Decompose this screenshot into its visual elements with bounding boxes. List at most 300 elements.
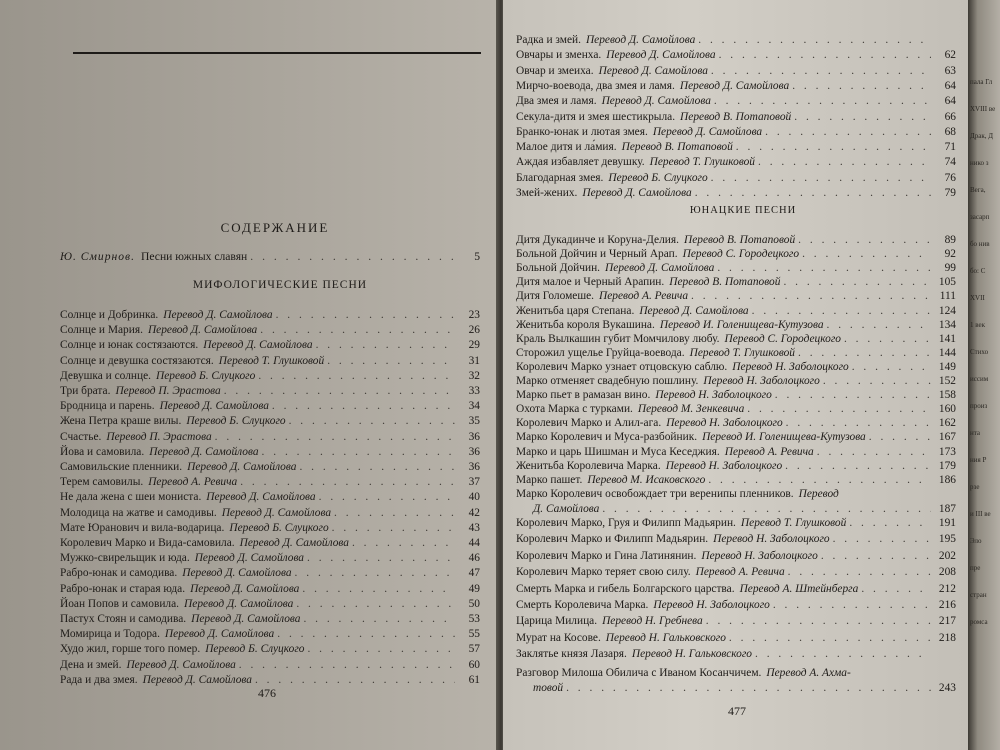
- entry-title: Йова и самовила.: [60, 445, 145, 458]
- dot-leader: [747, 402, 931, 416]
- toc-entry: [60, 521, 480, 535]
- toc-entry: [60, 338, 480, 352]
- toc-entry: [516, 275, 956, 289]
- entry-title: Йоан Попов и самовила.: [60, 597, 180, 610]
- wrap-entry-line1: [516, 487, 956, 501]
- entry-translator: Перевод Н. Заболоцкого: [732, 360, 849, 373]
- entry-translator: Перевод Д. Самойлова: [601, 95, 711, 108]
- toc-entry: [516, 445, 956, 459]
- edge-text-fragment: нта: [970, 429, 980, 437]
- toc-entry: [516, 233, 956, 247]
- entry-page: 186: [938, 473, 956, 486]
- entry-title: Овчары и зменха.: [516, 49, 602, 62]
- toc-entry: [60, 460, 480, 474]
- entry-translator: Перевод Д. Самойлова: [598, 64, 708, 77]
- toc-entry: [60, 673, 480, 687]
- dot-leader: [255, 673, 455, 687]
- dot-leader: [327, 354, 455, 368]
- dot-leader: [695, 186, 931, 200]
- entry-translator: Перевод Д. Самойлова: [190, 582, 300, 595]
- entry-page: 64: [944, 95, 956, 108]
- toc-entry: [516, 155, 956, 169]
- toc-entry: [516, 140, 956, 154]
- toc-entry: [60, 566, 480, 580]
- edge-text-fragment: Вега,: [970, 186, 986, 194]
- dot-leader: [296, 597, 455, 611]
- entry-title: Марко отменяет свадебную пошлину.: [516, 375, 699, 387]
- entry-translator: Перевод Б. Слуцкого: [229, 521, 329, 534]
- entry-title: Три брата.: [60, 385, 111, 397]
- entry-title: Момирица и Тодора.: [60, 628, 160, 641]
- dot-leader: [752, 304, 931, 318]
- dot-leader: [706, 614, 931, 628]
- entry-translator: Перевод Б. Слуцкого: [186, 415, 286, 428]
- entry-page: 34: [468, 400, 480, 413]
- entry-title: Солнце и Добринка.: [60, 309, 159, 321]
- dot-leader: [827, 318, 931, 332]
- toc-entry: [516, 186, 956, 200]
- dot-leader: [788, 565, 931, 579]
- dot-leader: [844, 332, 931, 346]
- intro-title: Песни южных славян: [140, 250, 248, 263]
- dot-leader: [869, 430, 931, 444]
- entry-translator: Перевод С. Городецкого: [682, 248, 800, 261]
- toc-entry: [516, 171, 956, 185]
- dot-leader: [307, 642, 455, 656]
- toc-entry: [60, 627, 480, 641]
- wrap-entry-line2: [533, 502, 956, 516]
- entry-translator: Перевод Н. Заболоцкого: [655, 389, 772, 402]
- entry-page: 111: [939, 290, 956, 303]
- entry-title: Марко пьет в рамазан вино.: [516, 389, 651, 402]
- entry-page: 76: [944, 171, 956, 184]
- entry-translator: Перевод Б. Слуцкого: [205, 643, 305, 656]
- dot-leader: [262, 445, 455, 459]
- entry-title: Солнце и девушка состязаются.: [60, 354, 214, 367]
- dot-leader: [817, 445, 931, 459]
- dot-leader: [711, 171, 931, 185]
- dot-leader: [798, 346, 931, 360]
- entry-translator: Перевод Д. Самойлова: [639, 304, 749, 317]
- entry-translator: Перевод Д. Самойлова: [182, 567, 292, 580]
- entry-page: 36: [468, 430, 480, 443]
- edge-text-fragment: и III ве: [970, 510, 991, 518]
- toc-entry: [516, 549, 956, 563]
- entry-page: 36: [468, 461, 480, 473]
- top-rule: [73, 52, 481, 54]
- entry-page: 32: [468, 369, 480, 382]
- entry-title: Женитьба Королевича Марка.: [516, 459, 661, 472]
- entry-translator: Перевод Д. Самойлова: [187, 461, 297, 473]
- last-entry-translator-1: Перевод А. Ахма-: [766, 667, 851, 679]
- toc-entry: [516, 565, 956, 579]
- entry-page: 141: [938, 332, 956, 345]
- dot-leader: [758, 155, 931, 169]
- entry-page: 218: [938, 631, 956, 644]
- entry-title: Женитьба царя Степана.: [516, 304, 635, 317]
- entry-title: Змей-жених.: [516, 187, 578, 199]
- dot-leader: [302, 582, 455, 596]
- entry-translator: Перевод Т. Глушковой: [218, 354, 325, 367]
- entry-title: Благодарная змея.: [516, 171, 604, 184]
- entry-translator: Перевод А. Ревича: [695, 566, 785, 579]
- entry-title: Больной Дойчин и Черный Арап.: [516, 248, 678, 261]
- dot-leader: [798, 233, 931, 247]
- edge-text-fragment: пала Гл: [970, 78, 993, 86]
- edge-text-fragment: Стихо: [970, 348, 989, 356]
- entry-translator: Перевод Д. Самойлова: [585, 34, 696, 46]
- entry-page: 61: [468, 673, 480, 686]
- entry-translator: Перевод Д. Самойлова: [194, 552, 305, 565]
- toc-entry: [60, 490, 480, 504]
- entry-page: 60: [468, 658, 480, 671]
- entry-translator: Перевод Д. Самойлова: [191, 613, 301, 625]
- toc-entry: [516, 64, 956, 78]
- entry-translator: Перевод Н. Заболоцкого: [653, 599, 770, 611]
- entry-page: 37: [468, 476, 480, 489]
- toc-entry: [60, 399, 480, 413]
- toc-entry: [60, 475, 480, 489]
- toc-entry: [516, 346, 956, 360]
- dot-leader: [691, 289, 931, 303]
- entry-title: Дитя Дукадинче и Коруна-Делия.: [516, 234, 679, 246]
- entry-translator: Перевод Н. Заболоцкого: [713, 533, 830, 546]
- entry-page: 26: [468, 324, 480, 337]
- entry-translator: Перевод Д. Самойлова: [221, 506, 332, 519]
- dot-leader: [802, 247, 931, 261]
- toc-entry: [516, 582, 956, 596]
- entry-translator: Перевод Н. Гальковского: [605, 631, 726, 644]
- entry-translator: Перевод Д. Самойлова: [606, 49, 716, 62]
- entry-page: 66: [944, 110, 956, 123]
- entry-translator: Перевод И. Голенищева-Кутузова: [702, 431, 866, 444]
- dot-leader: [334, 506, 455, 520]
- entry-title: Молодица на жатве и самодивы.: [60, 506, 217, 519]
- entry-title: Жена Петра краше вилы.: [60, 415, 182, 428]
- entry-page: 62: [944, 49, 956, 62]
- entry-title: Рада и два змея.: [60, 673, 138, 686]
- right-page: [503, 0, 968, 750]
- entry-translator: Перевод Д. Самойлова: [605, 262, 715, 275]
- toc-entry: [60, 597, 480, 611]
- entry-translator: Перевод П. Эрастова: [115, 385, 221, 397]
- entry-page: 23: [468, 309, 480, 321]
- edge-text-fragment: ромса: [970, 618, 988, 626]
- dot-leader: [698, 33, 931, 47]
- toc-entry: [516, 289, 956, 303]
- entry-page: 29: [468, 339, 480, 352]
- entry-title: Бранко-юнак и лютая змея.: [516, 125, 648, 138]
- entry-title: Мирчо-воевода, два змея и ламя.: [516, 79, 675, 92]
- entry-translator: Перевод Д. Самойлова: [126, 658, 236, 671]
- entry-page: 167: [938, 431, 956, 444]
- entry-page: 68: [944, 125, 956, 138]
- dot-leader: [319, 490, 455, 504]
- entry-page: 208: [938, 566, 956, 579]
- dot-leader: [786, 416, 931, 430]
- dot-leader: [792, 79, 931, 93]
- entry-translator: Перевод Д. Самойлова: [582, 187, 692, 199]
- edge-text-fragment: стран: [970, 591, 987, 599]
- last-entry-title: Разговор Милоша Обилича с Иваном Косанчичем.: [516, 667, 762, 679]
- entry-title: Овчар и змеиха.: [516, 64, 594, 77]
- toc-entry: [516, 631, 956, 645]
- toc-entry: [516, 304, 956, 318]
- entry-page: 158: [938, 389, 956, 402]
- entry-title: Смерть Марка и гибель Болгарского царства.: [516, 582, 735, 595]
- toc-entry: [516, 110, 956, 124]
- wrap-entry-translator-2: Д. Самойлова: [533, 503, 600, 515]
- page-number-left: 476: [258, 686, 276, 700]
- entry-title: Девушка и солнце.: [60, 369, 152, 382]
- toc-entry: [516, 598, 956, 612]
- dot-leader: [332, 521, 455, 535]
- entry-title: Заклятье князя Лазаря.: [516, 648, 627, 661]
- entry-translator: Перевод Д. Самойлова: [184, 597, 294, 610]
- entry-title: Рабро-юнак и самодива.: [60, 567, 178, 580]
- entry-page: 49: [468, 582, 480, 595]
- entry-page: 44: [468, 537, 480, 549]
- toc-entry: [60, 642, 480, 656]
- entry-title: Малое дитя и ла́мия.: [516, 141, 617, 154]
- entry-translator: Перевод Б. Слуцкого: [608, 171, 708, 184]
- edge-text-fragment: XVIII ве: [970, 105, 996, 113]
- toc-entry: [516, 261, 956, 275]
- entry-translator: Перевод Д. Самойлова: [149, 445, 259, 458]
- toc-entry: [60, 430, 480, 444]
- entry-title: Королевич Марко теряет свою силу.: [516, 566, 691, 579]
- toc-entry: [516, 247, 956, 261]
- entry-page: 134: [938, 318, 956, 331]
- toc-entry: [516, 416, 956, 430]
- section-title-heroic: ЮНАЦКИЕ ПЕСНИ: [689, 205, 797, 216]
- entry-page: 50: [468, 597, 480, 610]
- edge-text-fragment: нико з: [970, 159, 989, 167]
- entry-translator: Перевод Д. Самойлова: [163, 309, 273, 321]
- toc-entry: [516, 473, 956, 487]
- dot-leader: [277, 627, 455, 641]
- edge-text-fragment: 1 век: [970, 321, 986, 329]
- toc-entry: [516, 318, 956, 332]
- dot-leader: [272, 399, 455, 413]
- entry-page: 89: [944, 234, 956, 246]
- entry-page: 216: [938, 599, 956, 611]
- toc-entry: [60, 536, 480, 550]
- dot-leader: [258, 369, 455, 383]
- last-entry-page: 243: [938, 682, 956, 694]
- entry-translator: Перевод Т. Глушковой: [740, 517, 847, 529]
- entry-translator: Перевод Д. Самойлова: [652, 125, 763, 138]
- dot-leader: [785, 459, 931, 473]
- entry-page: 46: [468, 552, 480, 565]
- entry-title: Секула-дитя и змея шестикрыла.: [516, 110, 676, 123]
- entry-title: Краль Вылкашин губит Момчилову любу.: [516, 332, 720, 345]
- dot-leader: [775, 388, 931, 402]
- entry-translator: Перевод В. Потаповой: [621, 141, 733, 154]
- entry-title: Королевич Марко и Вида-самовила.: [60, 537, 235, 549]
- edge-text-fragment: XVII: [970, 294, 985, 302]
- entry-translator: Перевод Н. Заболоцкого: [666, 417, 783, 430]
- entry-page: 43: [468, 521, 480, 534]
- dot-leader: [307, 551, 455, 565]
- entry-translator: Перевод В. Потаповой: [680, 110, 792, 123]
- entry-title: Королевич Марко узнает отцовскую саблю.: [516, 360, 728, 373]
- entry-translator: Перевод Т. Глушковой: [689, 346, 796, 359]
- dot-leader: [823, 374, 931, 388]
- toc-entry: [516, 388, 956, 402]
- entry-title: Охота Марка с турками.: [516, 403, 633, 416]
- dot-leader: [849, 516, 931, 530]
- entry-title: Королевич Марко и Гина Латинянин.: [516, 549, 697, 562]
- entry-translator: Перевод Н. Заболоцкого: [703, 375, 820, 387]
- toc-entry: [516, 532, 956, 546]
- entry-page: 35: [468, 415, 480, 428]
- entry-page: 74: [944, 156, 956, 169]
- toc-entry: [60, 323, 480, 337]
- entry-title: Бродница и парень.: [60, 400, 155, 413]
- last-entry-line1: [516, 666, 956, 680]
- entry-translator: Перевод Т. Глушковой: [649, 156, 756, 169]
- entry-page: 124: [938, 304, 956, 317]
- entry-translator: Перевод П. Эрастова: [106, 430, 212, 443]
- wrap-entry-translator-1: Перевод: [798, 488, 839, 500]
- entry-title: Марко Королевич и Муса-разбойник.: [516, 431, 698, 444]
- toc-entry: [516, 125, 956, 139]
- dot-leader: [719, 48, 931, 62]
- entry-title: Солнце и Мария.: [60, 324, 143, 337]
- entry-page: 42: [468, 506, 480, 519]
- dot-leader: [714, 94, 931, 108]
- toc-entry: [60, 384, 480, 398]
- dot-leader: [773, 598, 931, 612]
- dot-leader: [289, 414, 455, 428]
- toc-entry: [60, 308, 480, 322]
- dot-leader: [276, 308, 455, 322]
- entry-page: 63: [944, 64, 956, 77]
- entry-translator: Перевод Д. Самойлова: [206, 491, 316, 504]
- wrap-entry-page: 187: [938, 503, 956, 515]
- entry-title: Худо жил, горше того помер.: [60, 643, 201, 656]
- edge-text-fragment: ния Р: [970, 456, 987, 464]
- wrap-entry-title: Марко Королевич освобождает три веренипы пленников.: [516, 488, 794, 500]
- toc-entry: [60, 582, 480, 596]
- dot-leader: [224, 384, 455, 398]
- entry-page: 36: [468, 445, 480, 458]
- toc-entry: [60, 369, 480, 383]
- entry-translator: Перевод В. Потаповой: [683, 234, 796, 246]
- entry-page: 92: [944, 248, 956, 261]
- entry-title: Рабро-юнак и старая юда.: [60, 582, 186, 595]
- entry-title: Королевич Марко, Груя и Филипп Мадьярин.: [516, 517, 736, 529]
- dot-leader: [303, 612, 455, 626]
- entry-page: 179: [938, 459, 956, 472]
- entry-title: Дена и змей.: [60, 658, 122, 671]
- entry-translator: Перевод Н. Заболоцкого: [665, 459, 783, 472]
- dot-leader: [729, 631, 931, 645]
- entry-page: 217: [938, 615, 956, 628]
- entry-translator: Перевод И. Голенищева-Кутузова: [659, 318, 824, 331]
- entry-translator: Перевод Д. Самойлова: [142, 673, 252, 686]
- entry-title: Аждая избавляет девушку.: [516, 156, 645, 169]
- entry-title: Два змея и ламя.: [516, 95, 597, 108]
- toc-entry: [60, 612, 480, 626]
- entry-title: Сторожил ущелье Груйца-воевода.: [516, 346, 685, 359]
- dot-leader: [833, 532, 931, 546]
- toc-entry: [516, 430, 956, 444]
- entry-page: 53: [468, 613, 480, 625]
- dot-leader: [316, 338, 455, 352]
- dot-leader: [711, 64, 931, 78]
- entry-title: Дитя Голомеше.: [516, 290, 595, 303]
- entry-translator: Перевод Д. Самойлова: [159, 400, 269, 413]
- entry-translator: Перевод А. Ревича: [724, 445, 814, 458]
- entry-page: 144: [938, 346, 956, 359]
- entry-title: Самовильские пленники.: [60, 461, 183, 473]
- dot-leader: [239, 658, 455, 672]
- entry-title: Счастье.: [60, 430, 102, 443]
- entry-page: 47: [468, 567, 480, 580]
- last-entry-line2: [533, 681, 956, 695]
- entry-page: 212: [938, 582, 956, 595]
- entry-title: Мурат на Косове.: [516, 631, 601, 644]
- entry-page: 152: [938, 375, 956, 387]
- edge-text-fragment: бо нив: [970, 240, 990, 248]
- entry-page: 105: [938, 276, 956, 289]
- edge-text-fragment: рзе: [970, 483, 980, 491]
- toc-entry: [60, 551, 480, 565]
- toc-entry: [516, 614, 956, 628]
- toc-entry: [516, 459, 956, 473]
- toc-entry: [516, 79, 956, 93]
- edge-text-fragment: бо: С: [970, 267, 986, 275]
- toc-entry: [516, 94, 956, 108]
- entry-translator: Перевод М. Исаковского: [587, 473, 706, 486]
- entry-title: Царица Милица.: [516, 615, 598, 628]
- dot-leader: [215, 430, 455, 444]
- entry-title: Больной Дойчин.: [516, 262, 601, 275]
- entry-page: 99: [944, 262, 956, 275]
- entry-title: Мате Юранович и вила-водарица.: [60, 521, 225, 534]
- toc-entry: [516, 402, 956, 416]
- entry-page: 173: [938, 445, 956, 458]
- entry-page: 79: [944, 187, 956, 199]
- toc-entry: [516, 374, 956, 388]
- edge-text-fragment: иссим: [970, 375, 989, 383]
- toc-entry: [60, 658, 480, 672]
- last-entry-translator-2: товой: [533, 682, 564, 694]
- section-title-mythological: МИФОЛОГИЧЕСКИЕ ПЕСНИ: [192, 279, 368, 291]
- toc-entry: [60, 354, 480, 368]
- toc-entry: [516, 360, 956, 374]
- dot-leader: [736, 140, 931, 154]
- entry-page: 57: [468, 643, 480, 656]
- entry-page: 64: [944, 79, 956, 92]
- intro-author: Ю. Смирнов.: [60, 250, 135, 263]
- entry-translator: Перевод В. Потаповой: [669, 276, 781, 289]
- entry-translator: Перевод Б. Слуцкого: [156, 369, 256, 382]
- entry-title: Не дала жена с шеи мониста.: [60, 491, 202, 504]
- entry-title: Смерть Королевича Марка.: [516, 599, 649, 611]
- entry-page: 31: [468, 354, 480, 367]
- entry-translator: Перевод Д. Самойлова: [679, 79, 790, 92]
- entry-title: Солнце и юнак состязаются.: [60, 339, 199, 352]
- toc-entry: [516, 647, 956, 661]
- entry-page: 195: [938, 533, 956, 546]
- entry-page: 55: [468, 628, 480, 641]
- entry-translator: Перевод С. Городецкого: [724, 332, 841, 345]
- entry-title: Дитя малое и Черный Арапин.: [516, 276, 665, 289]
- dot-leader: [821, 549, 931, 563]
